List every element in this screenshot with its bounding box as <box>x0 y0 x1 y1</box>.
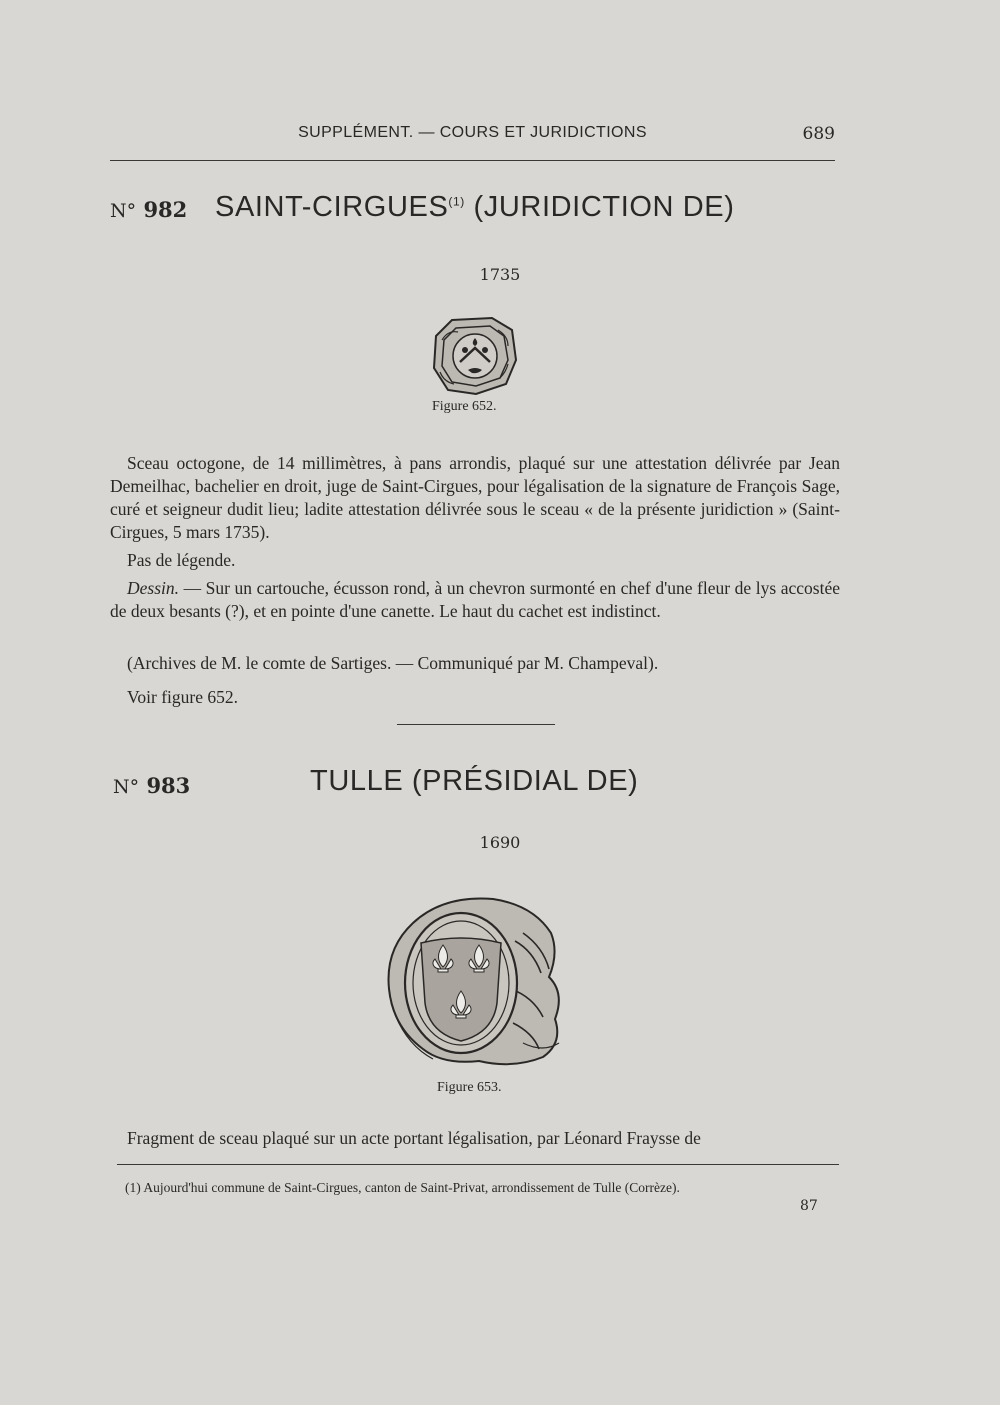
footnote-ref: (1) <box>448 194 465 209</box>
entry-982-number <box>110 197 187 222</box>
entry-983-prefix: N° <box>113 776 140 798</box>
entry-983-num: 983 <box>146 773 191 798</box>
entry-982-title <box>215 191 734 224</box>
entry-982-prefix: N° <box>110 200 137 222</box>
seal-figure-652 <box>428 316 524 396</box>
footnote-rule <box>117 1164 839 1165</box>
entry-982-see-figure: Voir figure 652. <box>127 687 238 707</box>
running-head <box>110 124 835 150</box>
entry-983-description: Fragment de sceau plaqué sur un acte portant légalisation, par Léonard Fraysse de <box>127 1128 701 1148</box>
entry-982-source: (Archives de M. le comte de Sartiges. — Communiqué par M. Champeval). <box>127 653 659 673</box>
entry-982-description: Sceau octogone, de 14 millimètres, à pans arrondis, plaqué sur une attestation délivrée par Jean Demeilhac, bachelier en droit, juge de Saint-Cirgues, pour légalisation de la signature de François Sage, curé et seigneur dudit lieu; ladite attestation délivrée sous le sceau « de la présente juridiction » (Saint-Cirgues, 5 mars 1735). <box>110 453 840 542</box>
section-separator <box>397 724 555 725</box>
entry-982-design <box>110 577 840 623</box>
footnote: (1) Aujourd'hui commune de Saint-Cirgues, canton de Saint-Privat, arrondissement de Tulle (Corrèze). <box>125 1180 680 1195</box>
entry-982-title-main: SAINT-CIRGUES <box>215 191 449 223</box>
entry-982-title-suffix: (JURIDICTION DE) <box>473 191 735 223</box>
figure-652-caption: Figure 652. <box>432 399 497 414</box>
entry-983-number <box>113 773 190 798</box>
running-title: SUPPLÉMENT. — COURS ET JURIDICTIONS <box>298 124 647 141</box>
design-label: Dessin. <box>127 578 180 598</box>
entry-983-title: TULLE (PRÉSIDIAL DE) <box>310 765 639 797</box>
entry-982-num: 982 <box>143 197 188 222</box>
figure-653-caption: Figure 653. <box>437 1080 502 1095</box>
entry-982-legend: Pas de légende. <box>127 550 236 570</box>
signature-mark: 87 <box>800 1198 818 1214</box>
seal-figure-653 <box>383 893 567 1069</box>
entry-982-date: 1735 <box>479 265 521 284</box>
page-number: 689 <box>802 124 835 144</box>
entry-983-date: 1690 <box>479 833 521 852</box>
design-text: — Sur un cartouche, écusson rond, à un chevron surmonté en chef d'une fleur de lys accostée de deux besants (?), et en pointe d'une canette. Le haut du cachet est indistinct. <box>110 578 840 621</box>
header-rule <box>110 160 835 161</box>
